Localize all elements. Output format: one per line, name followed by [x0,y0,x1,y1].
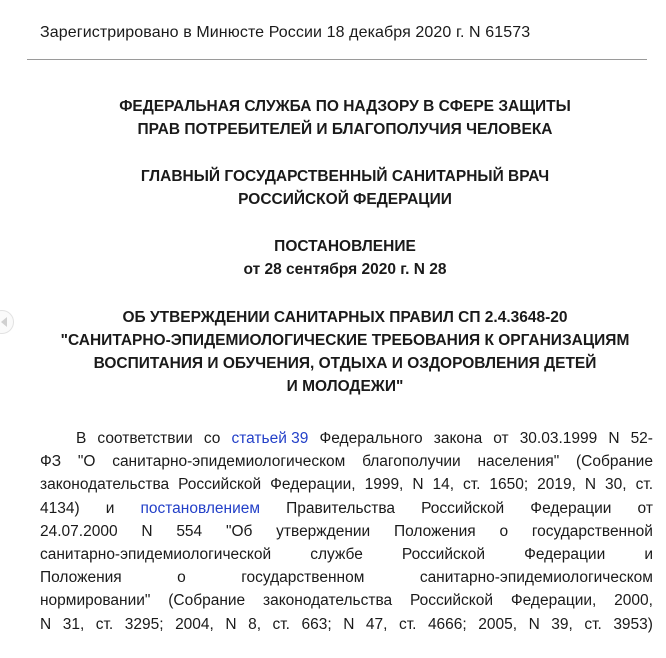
resolution-heading [30,235,660,281]
previous-page-arrow-icon[interactable] [0,310,14,334]
word: Российской [178,476,262,494]
word: благополучии [362,453,461,471]
word: 554 [176,522,203,540]
word: Федерального [319,430,423,447]
word: N [343,615,355,633]
subject-line-1: ОБ УТВЕРЖДЕНИИ САНИТАРНЫХ ПРАВИЛ СП 2.4.3648-20 [122,309,568,326]
word: населения" [477,453,560,471]
word: Российской [421,499,505,517]
article-39-link[interactable]: статьей 39 [231,430,309,447]
paragraph-line [40,566,653,589]
word: (Собрание [576,453,653,471]
issuer-heading-line-1: ГЛАВНЫЙ ГОСУДАРСТВЕННЫЙ САНИТАРНЫЙ ВРАЧ [140,168,550,185]
paragraph-line [40,473,653,496]
paragraph-line [40,427,653,450]
subject-line-2: "САНИТАРНО-ЭПИДЕМИОЛОГИЧЕСКИЕ ТРЕБОВАНИЯ К ОРГАНИЗАЦИЯМ [60,332,630,349]
government-resolution-link[interactable]: постановлением [140,499,261,517]
word: 30.03.1999 [519,430,598,447]
word: 3953) [613,615,653,633]
word: соответствии [97,430,193,447]
header-divider [27,59,647,60]
word: N [412,476,424,494]
word: ст. [95,615,114,633]
word: и [105,499,115,517]
paragraph-line [40,520,653,543]
resolution-date-number: от 28 сентября 2020 г. N 28 [243,261,447,278]
word: N [40,615,52,633]
word: 8, [248,615,262,633]
word: 30, [605,476,627,494]
preamble-paragraph [40,427,653,636]
word: ст. [635,476,653,494]
word: (Собрание [168,592,246,610]
agency-heading [30,95,660,141]
paragraph-line [40,450,653,473]
word: 3295; [124,615,164,633]
word: государственной [531,522,653,540]
word: Положения [40,569,122,587]
word: законодательства [262,592,393,610]
word: 4134) [40,499,80,517]
word: санитарно-эпидемиологическом [112,453,346,471]
issuer-heading-line-2: РОССИЙСКОЙ ФЕДЕРАЦИИ [238,191,452,208]
paragraph-line [40,543,653,566]
word: ст. [584,615,602,633]
word: 39, [551,615,573,633]
word: 47, [365,615,388,633]
word: Федерации, [270,476,356,494]
registration-note: Зарегистрировано в Минюсте России 18 декабря 2020 г. N 61573 [40,24,531,41]
word: ст. [463,476,481,494]
word: 2019, [537,476,576,494]
issuer-heading [30,165,660,211]
word: о [177,569,186,587]
word: "О [77,453,96,471]
word: законодательства [40,476,170,494]
word: N [608,430,620,447]
word: 4666; [427,615,467,633]
word: со [203,430,221,447]
subject-line-4: И МОЛОДЕЖИ" [286,378,404,395]
word: N [528,615,540,633]
word: 2004, [175,615,214,633]
word: 2005, [478,615,518,633]
word: N [584,476,597,494]
word: 1650; [489,476,529,494]
word: закона [433,430,483,447]
word: Российской [401,546,485,564]
word: "Об [225,522,253,540]
word: государственном [241,569,365,587]
word: 52- [630,430,653,447]
word: ФЗ [40,453,62,471]
word: Правительства [286,499,396,517]
word: от [637,499,653,517]
word: N [141,522,153,540]
word: нормировании" [40,592,151,610]
word: санитарно-эпидемиологической [40,546,272,564]
word: 24.07.2000 [40,522,118,540]
word: ст. [398,615,417,633]
paragraph-line [40,497,653,520]
agency-heading-line-2: ПРАВ ПОТРЕБИТЕЛЕЙ И БЛАГОПОЛУЧИЯ ЧЕЛОВЕКА [137,121,553,138]
resolution-title: ПОСТАНОВЛЕНИЕ [274,238,416,255]
word: ст. [272,615,290,633]
word: санитарно-эпидемиологическом [419,569,653,587]
word: 2000, [614,592,653,610]
subject-heading [30,306,660,398]
word: Положения [393,522,476,540]
word: Федерации [530,499,612,517]
word: N [225,615,237,633]
word: Федерации, [510,592,597,610]
word: 14, [432,476,455,494]
word: службе [310,546,363,564]
paragraph-line [40,589,653,612]
word: о [499,522,509,540]
word: В [76,430,87,447]
word: Федерации [524,546,606,564]
word: Российской [409,592,494,610]
word: 663; [301,615,332,633]
word: 31, [62,615,85,633]
word: 1999, [364,476,404,494]
word: утверждении [276,522,371,540]
agency-heading-line-1: ФЕДЕРАЛЬНАЯ СЛУЖБА ПО НАДЗОРУ В СФЕРЕ ЗАЩИТЫ [119,98,571,115]
word: и [644,546,653,564]
subject-line-3: ВОСПИТАНИЯ И ОБУЧЕНИЯ, ОТДЫХА И ОЗДОРОВЛЕНИЯ ДЕТЕЙ [93,355,597,372]
word: от [493,430,509,447]
paragraph-line [40,613,653,636]
